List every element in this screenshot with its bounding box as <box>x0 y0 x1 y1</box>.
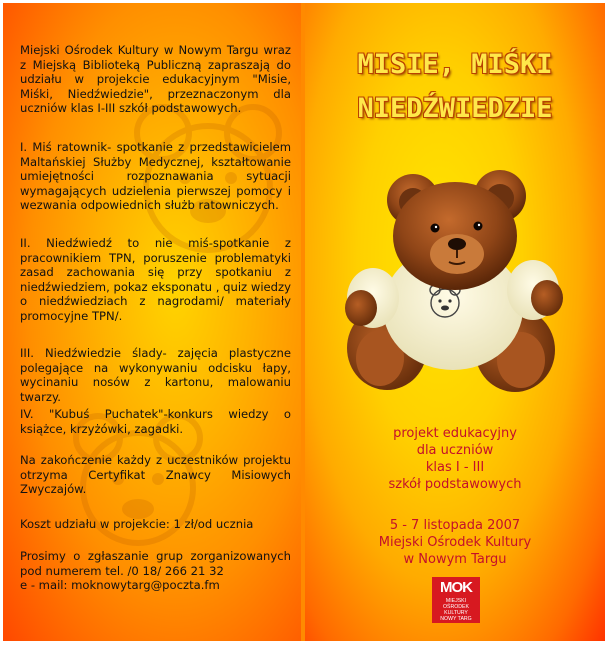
contact-email: e - mail: moknowytarg@poczta.fm <box>20 578 220 592</box>
mok-logo <box>432 577 480 623</box>
venue-line-2: w Nowym Targu <box>403 552 507 567</box>
subtitle-line-3: klas I - III <box>425 460 485 475</box>
logo-line-3: KULTURY <box>444 610 468 616</box>
event-dates: 5 - 7 listopada 2007 <box>389 518 521 533</box>
logo-line-1: MIEJSKI <box>445 598 467 604</box>
program-item-2: II. Niedźwiedź to nie miś-spotkanie z pracownikiem TPN, poruszenie problematyki zasad zachowania się przy spotkaniu z niedźwiedziem, pokaz eksponatu , quiz wiedzy o niedźwiedziach z nagrodami/ materiały promocyjne TPN/. <box>20 236 291 323</box>
program-item-3: III. Niedźwiedzie ślady- zajęcia plastyczne polegające na wykonywaniu odcisku łapy, wycinaniu nosów z kartonu, malowaniu twarzy. <box>20 346 291 404</box>
subtitle-line-1: projekt edukacyjny <box>393 426 517 441</box>
logo-line-2: OŚRODEK <box>443 604 469 610</box>
certificate-paragraph: Na zakończenie każdy z uczestników projektu otrzyma Certyfikat Znawcy Misiowych Zwyczajów. <box>20 453 291 497</box>
subtitle-line-2: dla uczniów <box>416 443 494 458</box>
program-item-1: I. Miś ratownik- spotkanie z przedstawicielem Maltańskiej Służby Medycznej, kształtowanie umiejętności rozpoznawania sytuacji wymagających udzielenia pierwszej pomocy i wezwania odpowiednich służb ratowniczych. <box>20 140 291 213</box>
intro-paragraph: Miejski Ośrodek Kultury w Nowym Targu wraz z Miejską Biblioteką Publiczną zapraszają do udziału w projekcie edukacyjnym "Misie, Miśki, Niedźwiedzie", przeznaczonym dla uczniów klas I-III szkół podstawowych. <box>20 43 291 116</box>
contact-phone: Prosimy o zgłaszanie grup zorganizowanych pod numerem tel. /0 18/ 266 21 32 <box>20 549 291 578</box>
left-panel <box>3 3 301 641</box>
right-panel <box>305 3 605 641</box>
teddy-bear-illustration <box>335 158 575 408</box>
venue-line-1: Miejski Ośrodek Kultury <box>378 535 532 550</box>
logo-line-4: NOWY TARG <box>440 616 472 622</box>
logo-mark: MOK <box>440 579 472 596</box>
cost-paragraph: Koszt udziału w projekcie: 1 zł/od ucznia <box>20 517 254 531</box>
program-item-4: IV. "Kubuś Puchatek"-konkurs wiedzy o książce, krzyżówki, zagadki. <box>20 407 291 436</box>
subtitle-line-4: szkół podstawowych <box>388 477 522 492</box>
title-line-2: NIEDŹWIEDZIE <box>357 93 553 124</box>
title-line-1: MISIE, MIŚKI <box>357 49 553 80</box>
